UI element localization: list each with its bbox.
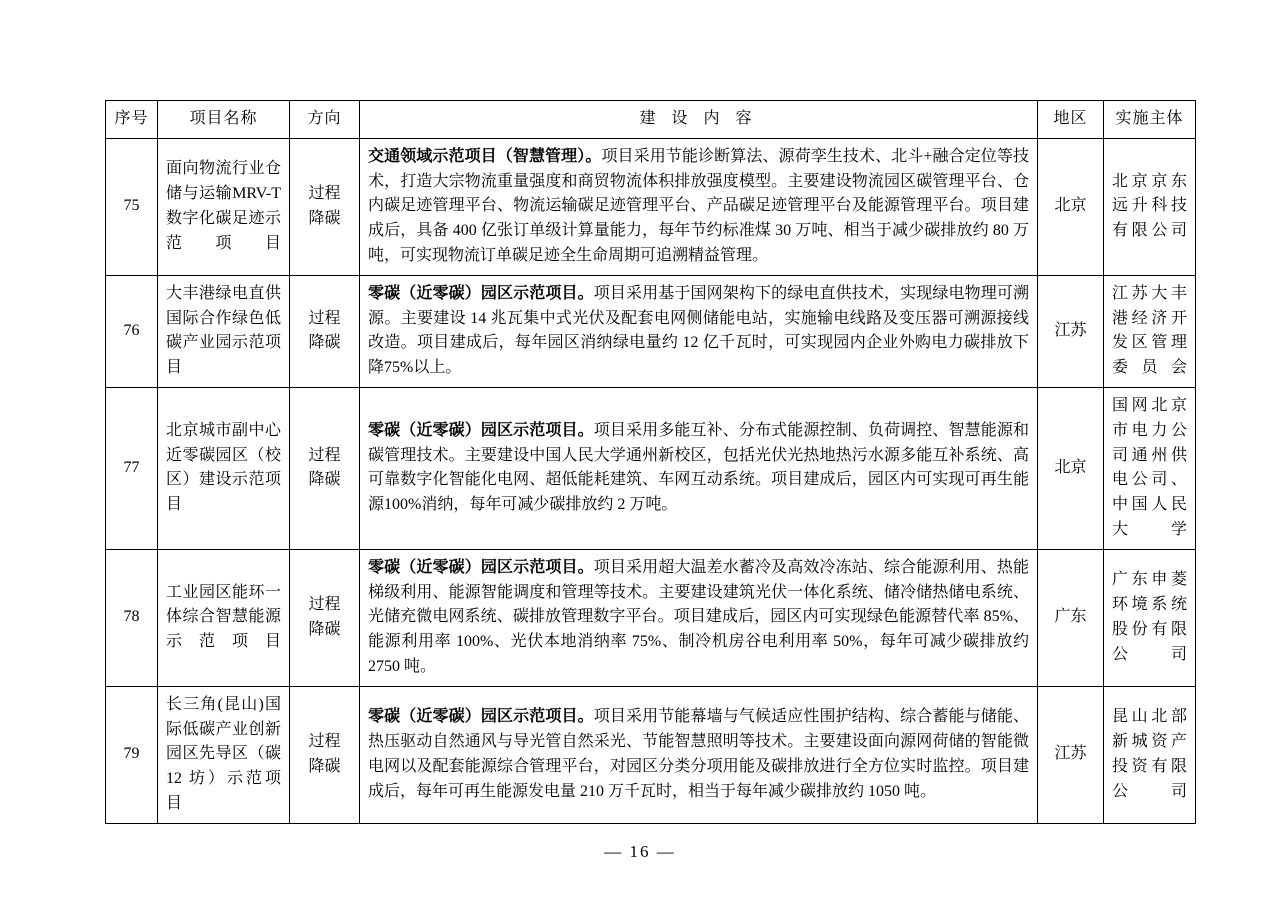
table-row xyxy=(106,686,1196,823)
content-prefix: 零碳（近零碳）园区示范项目。 xyxy=(368,421,594,439)
cell-project-name: 工业园区能环一体综合智慧能源示范项目 xyxy=(158,549,290,686)
cell-no: 79 xyxy=(106,686,158,823)
header-project-name: 项目名称 xyxy=(158,101,290,139)
cell-direction xyxy=(290,387,360,549)
content-prefix: 零碳（近零碳）园区示范项目。 xyxy=(368,708,594,726)
header-region: 地区 xyxy=(1038,101,1104,139)
cell-region: 北京 xyxy=(1038,138,1104,275)
cell-direction-line2: 降碳 xyxy=(308,757,341,775)
content-prefix: 零碳（近零碳）园区示范项目。 xyxy=(368,284,594,302)
cell-direction-line2: 降碳 xyxy=(308,620,341,638)
table-row xyxy=(106,549,1196,686)
cell-subject: 广东申菱环境系统股份有限公司 xyxy=(1104,549,1196,686)
cell-subject: 国网北京市电力公司通州供电公司、中国人民大学 xyxy=(1104,387,1196,549)
header-no: 序号 xyxy=(106,101,158,139)
cell-subject: 昆山北部新城资产投资有限公司 xyxy=(1104,686,1196,823)
table-row xyxy=(106,275,1196,387)
content-body: 项目采用基于国网架构下的绿电直供技术，实现绿电物理可溯源。主要建设 14 兆瓦集中式光伏及配套电网侧储能电站，实施输电线路及变压器可溯源接线改造。项目建成后，每年园区消纳绿电量约 12 亿千瓦时，可实现园内企业外购电力碳排放下降75%以上。 xyxy=(368,284,1029,377)
cell-direction-line2: 降碳 xyxy=(308,334,341,352)
cell-direction xyxy=(290,686,360,823)
cell-project-name: 大丰港绿电直供国际合作绿色低碳产业园示范项目 xyxy=(158,275,290,387)
content-prefix: 交通领域示范项目（智慧管理）。 xyxy=(368,147,602,165)
header-direction: 方向 xyxy=(290,101,360,139)
cell-direction-line1: 过程 xyxy=(308,595,341,613)
cell-project-name: 长三角(昆山)国际低碳产业创新园区先导区（碳 12 坊）示范项目 xyxy=(158,686,290,823)
cell-no: 77 xyxy=(106,387,158,549)
header-content: 建 设 内 容 xyxy=(360,101,1038,139)
cell-subject: 江苏大丰港经济开发区管理委员会 xyxy=(1104,275,1196,387)
cell-direction-line2: 降碳 xyxy=(308,209,341,227)
cell-no: 78 xyxy=(106,549,158,686)
table-body xyxy=(106,138,1196,823)
header-subject: 实施主体 xyxy=(1104,101,1196,139)
cell-direction xyxy=(290,275,360,387)
cell-content xyxy=(360,275,1038,387)
cell-region: 江苏 xyxy=(1038,275,1104,387)
table-header xyxy=(106,101,1196,139)
cell-direction xyxy=(290,549,360,686)
table-header-row xyxy=(106,101,1196,139)
content-body: 项目采用超大温差水蓄冷及高效冷冻站、综合能源利用、热能梯级利用、能源智能调度和管理等技术。主要建设建筑光伏一体化系统、储冷储热储电系统、光储充微电网系统、碳排放管理数字平台。项目建成后，园区内可实现绿色能源替代率 85%、能源利用率 100%、光伏本地消纳率 75%、制冷机房谷电利用率 50%，每年可减少碳排放约2750 吨。 xyxy=(368,558,1029,675)
content-prefix: 零碳（近零碳）园区示范项目。 xyxy=(368,558,594,576)
cell-no: 76 xyxy=(106,275,158,387)
cell-content xyxy=(360,387,1038,549)
cell-region: 北京 xyxy=(1038,387,1104,549)
cell-direction-line1: 过程 xyxy=(308,309,341,327)
cell-content xyxy=(360,686,1038,823)
cell-direction-line2: 降碳 xyxy=(308,471,341,489)
cell-region: 广东 xyxy=(1038,549,1104,686)
cell-project-name: 面向物流行业仓储与运输MRV-T 数字化碳足迹示范项目 xyxy=(158,138,290,275)
cell-no: 75 xyxy=(106,138,158,275)
content-body: 项目采用节能诊断算法、源荷孪生技术、北斗+融合定位等技术，打造大宗物流重量强度和商贸物流体积排放强度模型。主要建设物流园区碳管理平台、仓内碳足迹管理平台、物流运输碳足迹管理平台、产品碳足迹管理平台及能源管理平台。项目建成后，具备 400 亿张订单级计算量能力，每年节约标准煤 30 万吨、相当于减少碳排放约 80 万吨，可实现物流订单碳足迹全生命周期可追溯精益管理。 xyxy=(368,147,1029,264)
content-body: 项目采用多能互补、分布式能源控制、负荷调控、智慧能源和碳管理技术。主要建设中国人民大学通州新校区，包括光伏光热地热污水源多能互补系统、高可靠数字化智能化电网、超低能耗建筑、车网互动系统。项目建成后，园区内可实现可再生能源100%消纳，每年可减少碳排放约 2 万吨。 xyxy=(368,421,1029,514)
table-row xyxy=(106,138,1196,275)
table-row xyxy=(106,387,1196,549)
project-list-table xyxy=(105,100,1196,824)
cell-subject: 北京京东远升科技有限公司 xyxy=(1104,138,1196,275)
cell-direction xyxy=(290,138,360,275)
content-body: 项目采用节能幕墙与气候适应性围护结构、综合蓄能与储能、热压驱动自然通风与导光管自然采光、节能智慧照明等技术。主要建设面向源网荷储的智能微电网以及配套能源综合管理平台，对园区分类分项用能及碳排放进行全方位实时监控。项目建成后，每年可再生能源发电量 210 万千瓦时，相当于每年减少碳排放约 1050 吨。 xyxy=(368,708,1029,800)
cell-direction-line1: 过程 xyxy=(308,732,341,750)
cell-direction-line1: 过程 xyxy=(308,184,341,202)
cell-region: 江苏 xyxy=(1038,686,1104,823)
cell-project-name: 北京城市副中心近零碳园区（校区）建设示范项目 xyxy=(158,387,290,549)
cell-content xyxy=(360,549,1038,686)
cell-content xyxy=(360,138,1038,275)
cell-direction-line1: 过程 xyxy=(308,446,341,464)
page-number: — 16 — xyxy=(604,841,676,861)
